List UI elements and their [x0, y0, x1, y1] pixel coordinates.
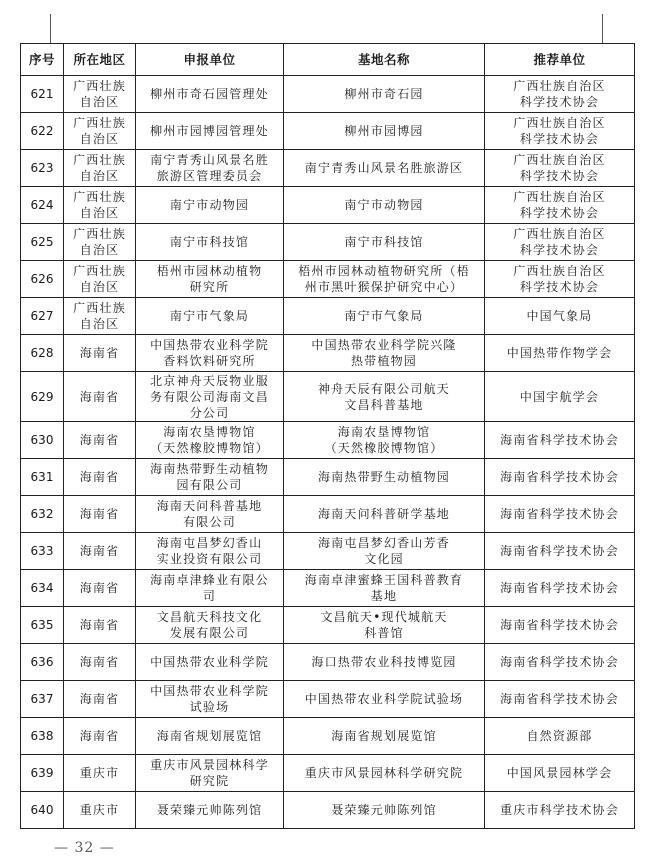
row-applicant: 南宁青秀山风景名胜 旅游区管理委员会: [136, 150, 284, 187]
row-applicant: 柳州市奇石园管理处: [136, 76, 284, 113]
row-region: 广西壮族 自治区: [64, 150, 136, 187]
row-region: 海南省: [64, 459, 136, 496]
table-row: [21, 496, 635, 533]
table-row: [21, 533, 635, 570]
row-recommender: 广西壮族自治区 科学技术协会: [485, 261, 635, 298]
row-applicant: 中国热带农业科学院 香料饮料研究所: [136, 335, 284, 372]
table-row: [21, 681, 635, 718]
header-recommender: 推荐单位: [485, 44, 635, 76]
row-base-name: 南宁市气象局: [284, 298, 485, 335]
row-applicant: 南宁市科技馆: [136, 224, 284, 261]
table-row: [21, 261, 635, 298]
table-row: [21, 150, 635, 187]
row-index: 627: [21, 298, 64, 335]
row-recommender: 中国宇航学会: [485, 372, 635, 422]
row-index: 630: [21, 422, 64, 459]
row-base-name: 海南卓津蜜蜂王国科普教育 基地: [284, 570, 485, 607]
row-index: 632: [21, 496, 64, 533]
row-base-name: 聂荣臻元帅陈列馆: [284, 792, 485, 829]
table-row: [21, 76, 635, 113]
row-index: 640: [21, 792, 64, 829]
header-applicant: 申报单位: [136, 44, 284, 76]
row-base-name: 南宁市科技馆: [284, 224, 485, 261]
table-row: [21, 755, 635, 792]
row-region: 海南省: [64, 372, 136, 422]
row-region: 海南省: [64, 335, 136, 372]
row-recommender: 海南省科学技术协会: [485, 570, 635, 607]
header-base-name: 基地名称: [284, 44, 485, 76]
header-region: 所在地区: [64, 44, 136, 76]
row-base-name: 海南省规划展览馆: [284, 718, 485, 755]
table-row: [21, 113, 635, 150]
row-applicant: 重庆市风景园林科学 研究院: [136, 755, 284, 792]
row-base-name: 中国热带农业科学院试验场: [284, 681, 485, 718]
row-recommender: 海南省科学技术协会: [485, 533, 635, 570]
row-index: 634: [21, 570, 64, 607]
page-number: — 32 —: [54, 840, 115, 856]
table-row: [21, 644, 635, 681]
row-applicant: 南宁市动物园: [136, 187, 284, 224]
row-applicant: 文昌航天科技文化 发展有限公司: [136, 607, 284, 644]
row-base-name: 南宁青秀山风景名胜旅游区: [284, 150, 485, 187]
table-row: [21, 792, 635, 829]
row-recommender: 中国风景园林学会: [485, 755, 635, 792]
table-row: [21, 335, 635, 372]
table-row: [21, 298, 635, 335]
row-region: 广西壮族 自治区: [64, 224, 136, 261]
table-row: [21, 718, 635, 755]
table-row: [21, 372, 635, 422]
row-recommender: 海南省科学技术协会: [485, 607, 635, 644]
row-applicant: 北京神舟天辰物业服 务有限公司海南文昌 分公司: [136, 372, 284, 422]
row-applicant: 梧州市园林动植物 研究所: [136, 261, 284, 298]
row-index: 623: [21, 150, 64, 187]
row-base-name: 海南屯昌梦幻香山芳香 文化园: [284, 533, 485, 570]
row-index: 636: [21, 644, 64, 681]
table-header-row: [21, 44, 635, 76]
row-index: 631: [21, 459, 64, 496]
row-recommender: 海南省科学技术协会: [485, 644, 635, 681]
row-recommender: 广西壮族自治区 科学技术协会: [485, 150, 635, 187]
row-index: 622: [21, 113, 64, 150]
row-region: 广西壮族 自治区: [64, 76, 136, 113]
row-applicant: 柳州市园博园管理处: [136, 113, 284, 150]
row-index: 635: [21, 607, 64, 644]
row-region: 广西壮族 自治区: [64, 113, 136, 150]
row-recommender: 海南省科学技术协会: [485, 496, 635, 533]
row-index: 628: [21, 335, 64, 372]
row-base-name: 海口热带农业科技博览园: [284, 644, 485, 681]
row-region: 海南省: [64, 681, 136, 718]
row-applicant: 海南省规划展览馆: [136, 718, 284, 755]
row-region: 海南省: [64, 533, 136, 570]
table-row: [21, 459, 635, 496]
row-index: 625: [21, 224, 64, 261]
row-region: 海南省: [64, 718, 136, 755]
row-base-name: 中国热带农业科学院兴隆 热带植物园: [284, 335, 485, 372]
row-region: 海南省: [64, 496, 136, 533]
table-body: [21, 76, 635, 829]
table-row: [21, 187, 635, 224]
row-base-name: 重庆市风景园林科学研究院: [284, 755, 485, 792]
row-recommender: 重庆市科学技术协会: [485, 792, 635, 829]
row-index: 629: [21, 372, 64, 422]
table-row: [21, 224, 635, 261]
table-row: [21, 607, 635, 644]
row-applicant: 中国热带农业科学院 试验场: [136, 681, 284, 718]
row-index: 633: [21, 533, 64, 570]
row-index: 621: [21, 76, 64, 113]
row-recommender: 海南省科学技术协会: [485, 459, 635, 496]
row-applicant: 海南热带野生动植物 园有限公司: [136, 459, 284, 496]
row-index: 626: [21, 261, 64, 298]
table-row: [21, 422, 635, 459]
row-index: 639: [21, 755, 64, 792]
table-row: [21, 570, 635, 607]
row-applicant: 南宁市气象局: [136, 298, 284, 335]
row-applicant: 聂荣臻元帅陈列馆: [136, 792, 284, 829]
row-index: 637: [21, 681, 64, 718]
row-region: 重庆市: [64, 792, 136, 829]
row-recommender: 广西壮族自治区 科学技术协会: [485, 224, 635, 261]
row-region: 广西壮族 自治区: [64, 187, 136, 224]
row-recommender: 中国热带作物学会: [485, 335, 635, 372]
crop-mark-right: [602, 14, 603, 44]
row-base-name: 神舟天辰有限公司航天 文昌科普基地: [284, 372, 485, 422]
row-base-name: 柳州市园博园: [284, 113, 485, 150]
row-region: 重庆市: [64, 755, 136, 792]
row-applicant: 海南天问科普基地 有限公司: [136, 496, 284, 533]
row-region: 海南省: [64, 644, 136, 681]
row-region: 海南省: [64, 607, 136, 644]
row-base-name: 海南农垦博物馆 （天然橡胶博物馆）: [284, 422, 485, 459]
row-base-name: 海南热带野生动植物园: [284, 459, 485, 496]
row-base-name: 南宁市动物园: [284, 187, 485, 224]
row-base-name: 海南天问科普研学基地: [284, 496, 485, 533]
row-recommender: 广西壮族自治区 科学技术协会: [485, 76, 635, 113]
header-index: 序号: [21, 44, 64, 76]
row-applicant: 海南卓津蜂业有限公 司: [136, 570, 284, 607]
row-region: 广西壮族 自治区: [64, 298, 136, 335]
row-recommender: 自然资源部: [485, 718, 635, 755]
row-applicant: 海南农垦博物馆 （天然橡胶博物馆）: [136, 422, 284, 459]
row-recommender: 海南省科学技术协会: [485, 681, 635, 718]
crop-mark-left: [50, 14, 51, 44]
row-applicant: 海南屯昌梦幻香山 实业投资有限公司: [136, 533, 284, 570]
row-base-name: 文昌航天•现代城航天 科普馆: [284, 607, 485, 644]
row-recommender: 中国气象局: [485, 298, 635, 335]
row-region: 海南省: [64, 570, 136, 607]
row-region: 广西壮族 自治区: [64, 261, 136, 298]
row-index: 624: [21, 187, 64, 224]
row-base-name: 梧州市园林动植物研究所（梧 州市黑叶猴保护研究中心）: [284, 261, 485, 298]
row-recommender: 广西壮族自治区 科学技术协会: [485, 113, 635, 150]
row-recommender: 海南省科学技术协会: [485, 422, 635, 459]
row-base-name: 柳州市奇石园: [284, 76, 485, 113]
row-index: 638: [21, 718, 64, 755]
row-recommender: 广西壮族自治区 科学技术协会: [485, 187, 635, 224]
row-region: 海南省: [64, 422, 136, 459]
base-list-table: [20, 43, 635, 829]
row-applicant: 中国热带农业科学院: [136, 644, 284, 681]
